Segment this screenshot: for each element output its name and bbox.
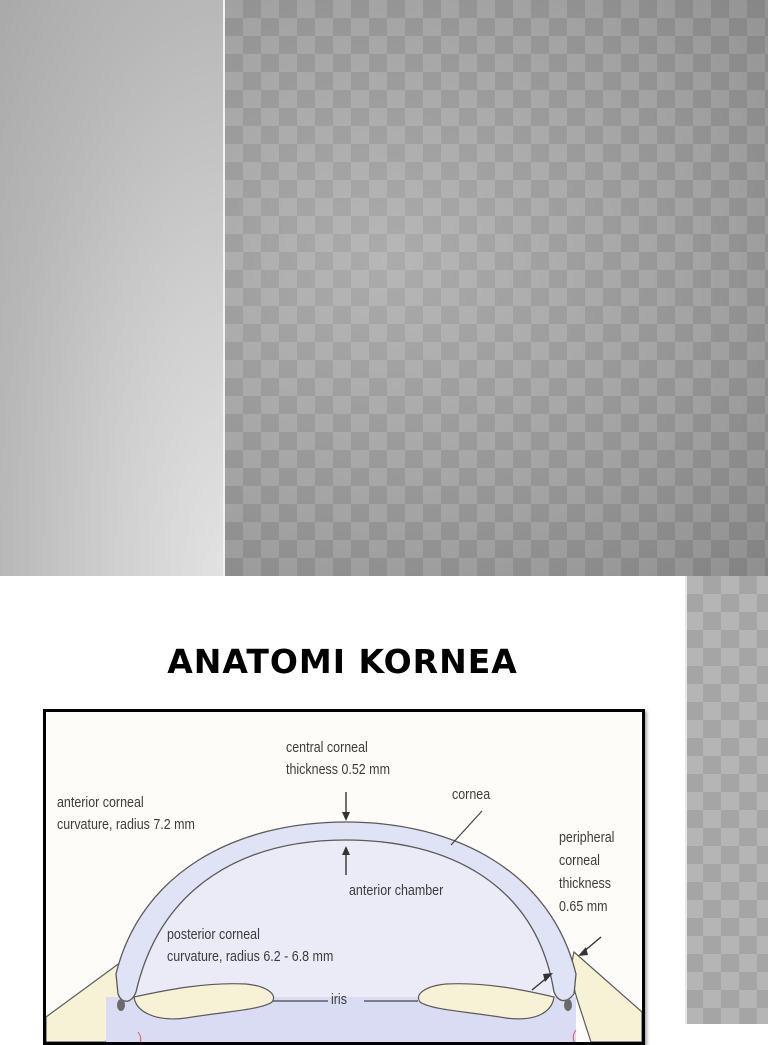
- label-peripheral-line3: thickness: [559, 876, 611, 892]
- cornea-diagram: [43, 709, 645, 1045]
- slide-title: ANATOMI KORNEA: [167, 642, 518, 681]
- label-anterior-chamber: anterior chamber: [349, 883, 444, 899]
- left-gradient-panel: [0, 0, 223, 576]
- right-pattern-strip: [685, 576, 768, 1024]
- label-peripheral-line2: corneal: [559, 853, 600, 869]
- label-posterior-curvature-line1: posterior corneal: [167, 927, 260, 943]
- label-peripheral-line1: peripheral: [559, 830, 615, 846]
- label-iris: iris: [331, 992, 347, 1008]
- label-posterior-curvature-line2: curvature, radius 6.2 - 6.8 mm: [167, 949, 334, 965]
- label-central-thickness-line2: thickness 0.52 mm: [286, 762, 390, 778]
- label-central-thickness-line1: central corneal: [286, 740, 368, 756]
- label-peripheral-line4: 0.65 mm: [559, 899, 608, 915]
- label-cornea: cornea: [452, 787, 491, 803]
- label-anterior-curvature-line2: curvature, radius 7.2 mm: [57, 817, 195, 833]
- top-pattern-panel: [225, 0, 768, 576]
- label-anterior-curvature-line1: anterior corneal: [57, 795, 144, 811]
